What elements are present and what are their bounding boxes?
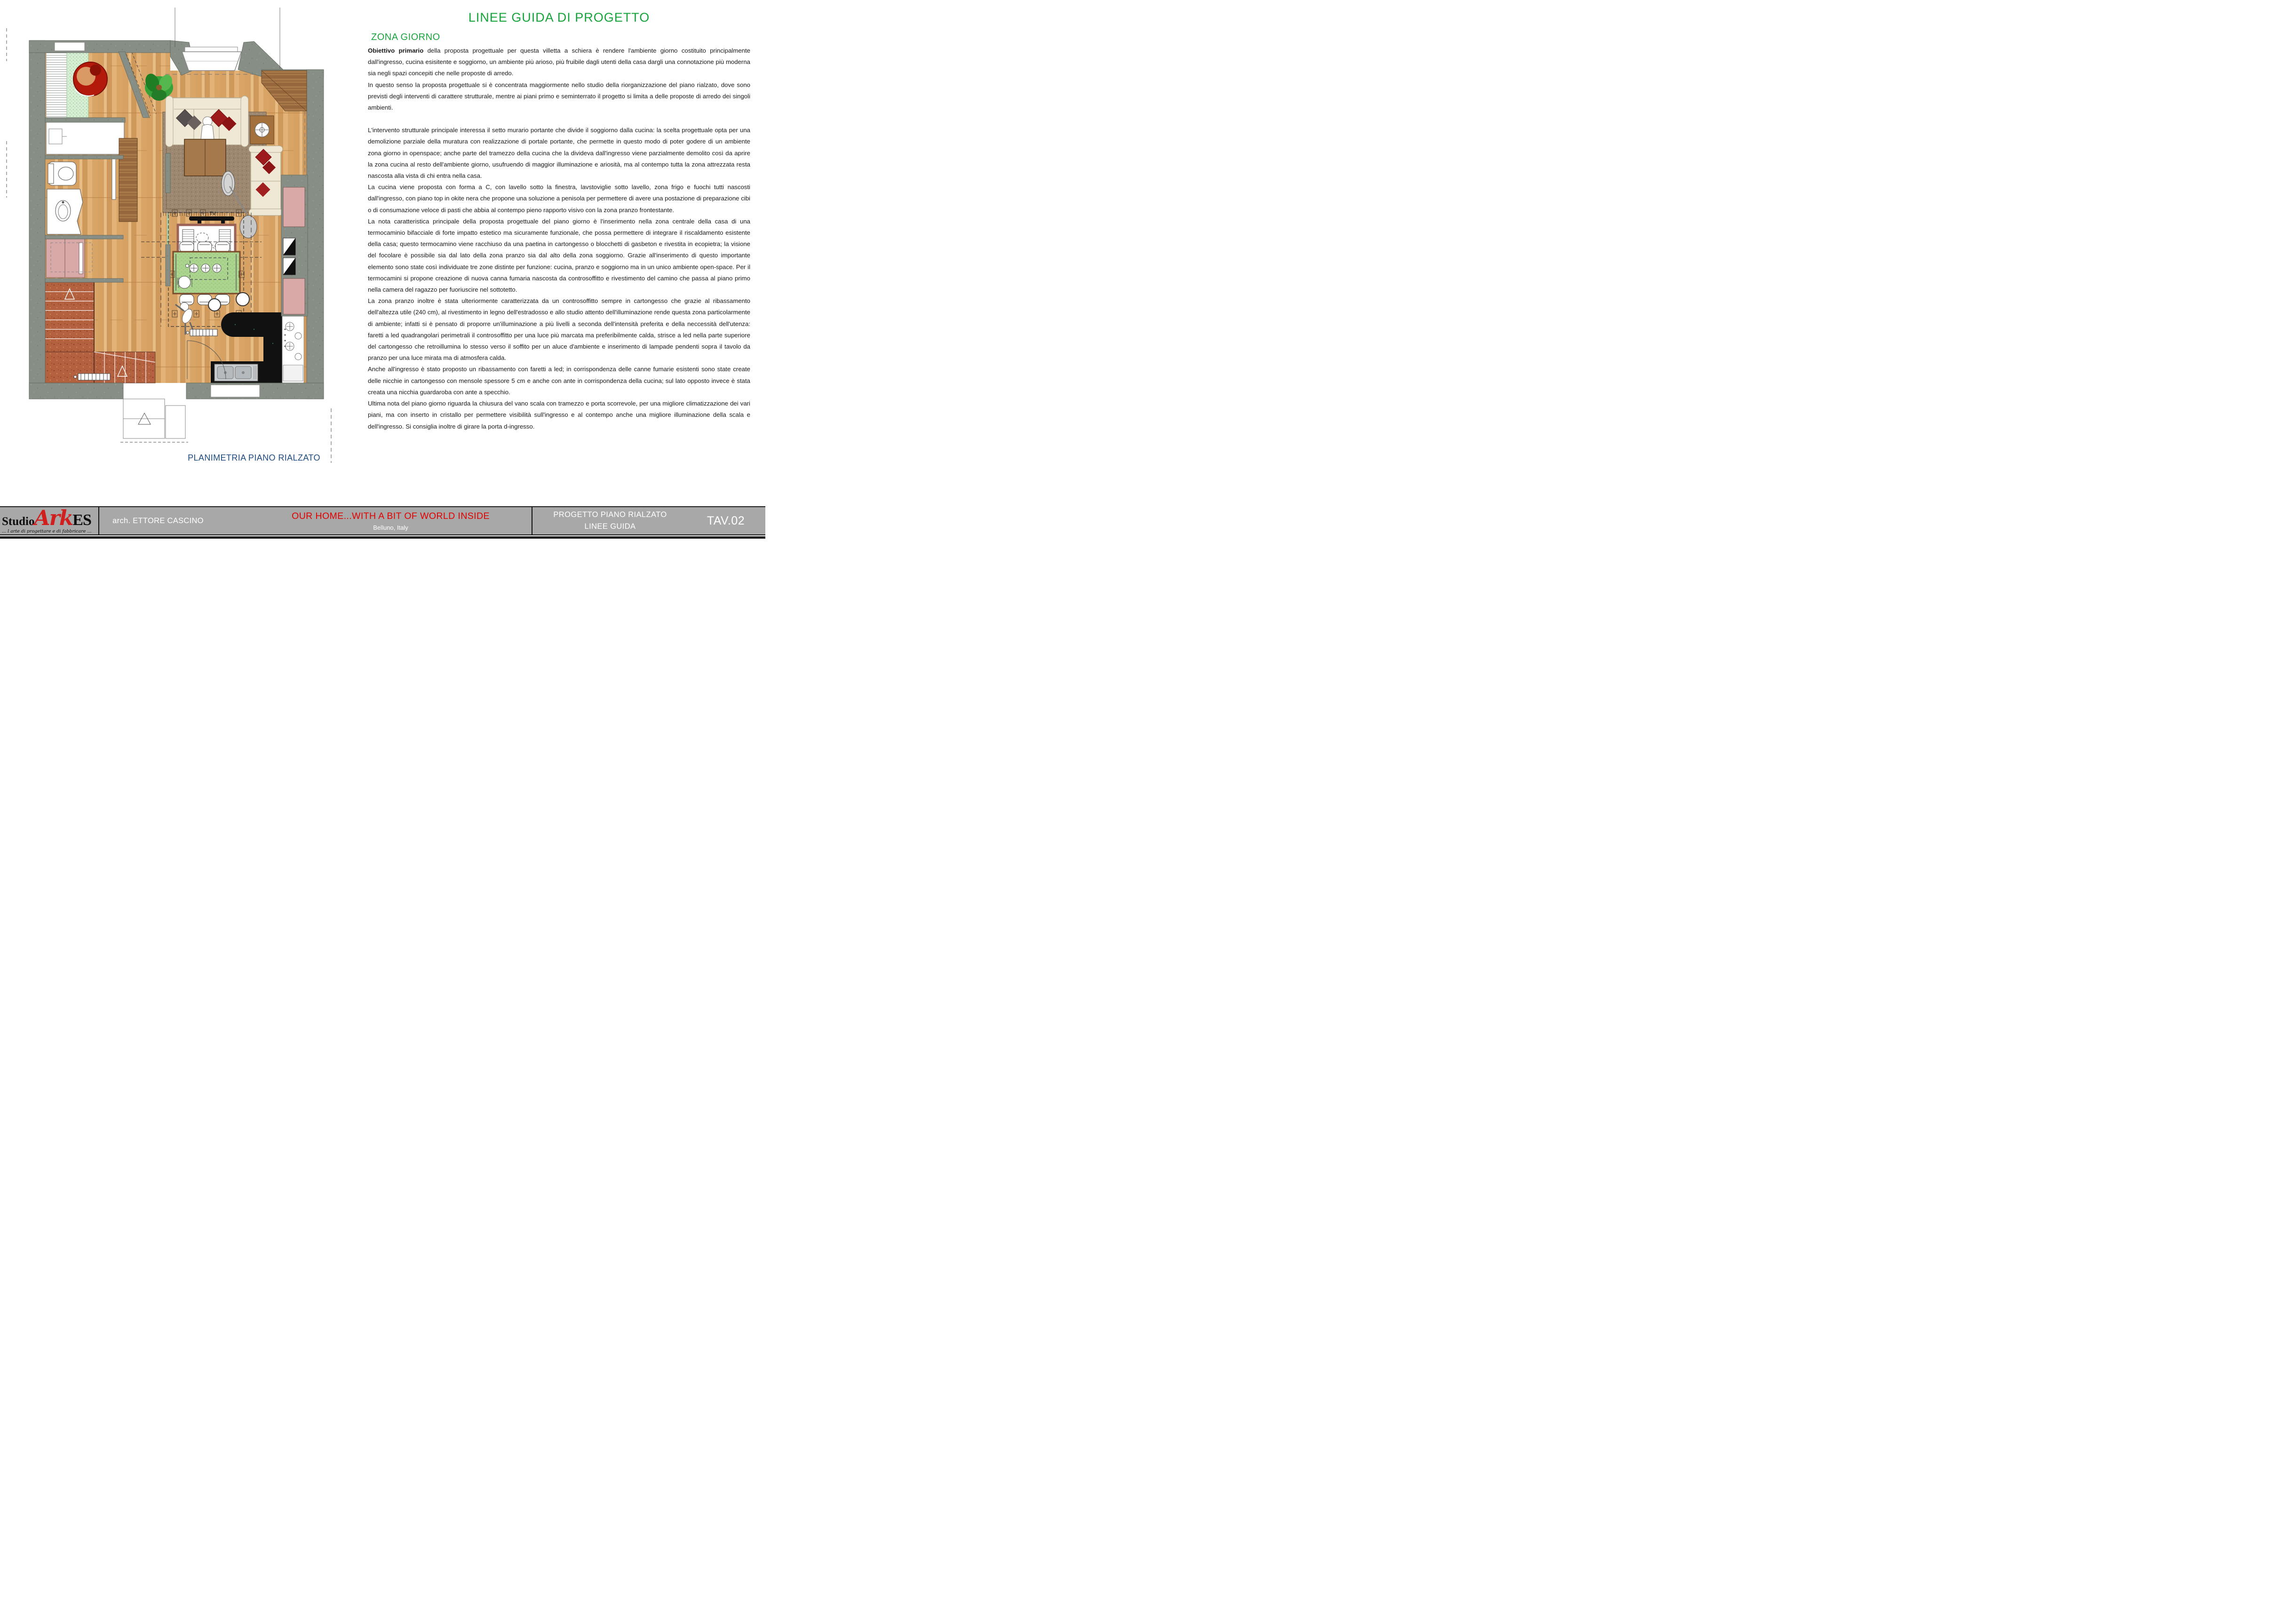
floor-plan xyxy=(0,0,348,470)
title-block xyxy=(0,506,765,535)
storage-niche xyxy=(46,120,124,154)
project-title-block xyxy=(250,507,532,534)
door-leaf xyxy=(112,158,116,199)
central-cabinet xyxy=(119,138,137,222)
paragraph: La cucina viene proposta con forma a C, con lavello sotto la finestra, lavstoviglie sotto lavello, zona frigo e fuochi tutti nascosti dall'ingresso, con piano top in okite nera che propone una soluzione a penisola per permettere di avere una postazione di preparazione cibi o di consumazione veloce di pasti che abbia al contempo pieno rapporto visivo con la zona pranzo frontestante. xyxy=(368,183,750,214)
bar-stool xyxy=(208,299,221,311)
body-paragraphs xyxy=(368,45,750,432)
studio-tagline: ... l arte di progettare e di fabbricare ... xyxy=(2,529,92,534)
paragraph: La zona pranzo inoltre è stata ulteriormente caratterizzata da un controsoffitto sempre in cartongesso che grazie al ribassamento dell'altezza utile (240 cm), al rivestimento in legno dell'estradosso e allo studio attento dell'illuminazione rende questa zona particolarmente di ambiente; infatti si è pensato di proporre un'illuminazione a più livelli a seconda dell'intensità preferita e della neccessità dell'utenza: faretti a led quadrangolari perimetrali il controsoffitto per una luce più marcata ma preferibilmente calda, strisce a led nella parte superiore del cartongesso che retroillumina lo stesso verso il soffito per un aluce d'ambiente e inserimento di lampade pendenti sopra il tavolo da pranzo per una luce mirata ma di atmosfera calda. xyxy=(368,297,750,362)
red-armchair xyxy=(73,62,107,96)
page-title: LINEE GUIDA DI PROGETTO xyxy=(468,10,650,24)
paragraph: La nota caratteristica principale della proposta progettuale del piano giorno è l'inserimento nella zona centrale della casa di una termocaminio bifacciale di forte impatto estetico ma sicuramente funzionale, che possa permettere di integrare il riscaldamento esistente della casa; questo termocamino viene racchiuso da una paetina in cartongesso o blocchetti di gasbeton e rivestita in ecopietra; la visione del focolare è possibile sia dal lato della zona pranzo sia dal alto della zona soggiorno. Grazie all'inserimento di questo importante elemento sono state così individuate tre zone distinte per funzione: cucina, pranzo e soggiorno ma in un unico ambiente open-space. Per il termocamini si propone creazione di nuova canna fumaria nascosta da controsoffitto e rivestimento del camino che passa al piano primo nella camera del ragazzo per fuoriuscire nel sottotetto. xyxy=(368,217,750,294)
paragraph: Obiettivo primario della proposta progettuale per questa villetta a schiera è rendere l'ambiente giorno costituito principalmente dall'ingresso, cucina esisitente e soggiorno, un ambiente più arioso, più fruibile dagli utenti della casa dargli una connotazione più moderna sia negli spazi concepiti che nelle proposte di arredo. xyxy=(368,47,750,77)
project-location: Belluno, Italy xyxy=(373,524,408,531)
studio-logo xyxy=(0,507,99,534)
niche-pink xyxy=(283,187,305,227)
studio-logo-text xyxy=(2,507,91,530)
dining-chairs xyxy=(180,242,230,252)
logo-studio: Studio xyxy=(2,515,35,528)
bottom-border-strip xyxy=(0,536,765,539)
sheet-title-line2: LINEE GUIDA xyxy=(584,522,636,531)
sheet-title xyxy=(532,507,688,534)
project-title: OUR HOME...WITH A BIT OF WORLD INSIDE xyxy=(292,510,490,521)
title-block-middle xyxy=(99,507,532,534)
entrance-steps xyxy=(120,399,188,442)
sheet-number: TAV.02 xyxy=(707,514,745,527)
sofa-right xyxy=(249,146,283,215)
window-symbol xyxy=(283,238,295,255)
tv-label: TV xyxy=(209,211,216,216)
bay-window xyxy=(182,47,241,71)
radiator-icon xyxy=(74,374,110,380)
bar-stool xyxy=(236,293,249,306)
sheet-title-line1: PROGETTO PIANO RIALZATO xyxy=(553,510,667,519)
window xyxy=(55,42,85,51)
title-block-right xyxy=(532,507,765,534)
niche-pink xyxy=(283,279,305,314)
architect-name: arch. ETTORE CASCINO xyxy=(112,516,204,525)
dining-table xyxy=(173,252,240,294)
window xyxy=(211,385,260,397)
paragraph: Anche all'ingresso è stato proposto un ribassamento con faretti a led; in corrispondenza delle canne fumarie esistenti sono state create delle nicchie in cartongesso con mensole spessore 5 cm e anche con ante in corrispondenza della cucina; sul lato opposto invece è stata creata una nicchia guardaroba con ante a specchio. xyxy=(368,366,750,396)
toilet-icon xyxy=(48,162,76,185)
floor-plan-drawing xyxy=(0,0,348,470)
stove xyxy=(282,316,304,383)
section-heading: ZONA GIORNO xyxy=(371,32,440,42)
logo-ark: Ark xyxy=(34,507,73,530)
coffee-table xyxy=(184,139,226,176)
plate xyxy=(178,276,191,288)
window-symbol xyxy=(283,258,295,275)
kitchen-sink xyxy=(215,364,258,381)
sink-vanity xyxy=(47,189,83,234)
plan-caption: PLANIMETRIA PIANO RIALZATO xyxy=(188,453,320,462)
paragraph: In questo senso la proposta progettuale si è concentrata maggiormente nello studio della riorganizzazione del piano rialzato, dove sono previsti degli interventi di carattere strutturale, mentre ai piani primo e seminterrato il progetto si limita a delle proposte di arredo dei singoli ambienti. xyxy=(368,81,750,111)
radiator-icon xyxy=(186,329,217,336)
paragraph: Ultima nota del piano giorno riguarda la chiusura del vano scala con tramezzo e porta scorrevole, per una migliore climatizzazione dei vari piani, ma con inserto in cristallo per permettere visibilità sull'ingresso e al contempo anche una migliore illuminazione della scala e dell'ingresso. Si consiglia inoltre di girare la porta d-ingresso. xyxy=(368,400,750,430)
logo-es: ES xyxy=(72,511,91,529)
drawing-sheet xyxy=(0,0,765,539)
paragraph: L'intervento strutturale principale interessa il setto murario portante che divide il soggiorno dalla cucina: la scelta progettuale opta per una demolizione parziale della muratura con realizzazione di portale portante, che permette in questo modo di poter godere di un ambiente zona giorno in openspace; anche parte del tramezzo della cucina che la divideva dall'ingresso viene parzialmente demolito così da aprire la zona cucina al resto dell'ambiente giorno, usufruendo di maggior illuminazione e ariosità, ma al contempo tutta la zona attrezzata resta nascosta alla vista di chi entra nella casa. xyxy=(368,127,750,180)
side-table xyxy=(250,116,274,144)
